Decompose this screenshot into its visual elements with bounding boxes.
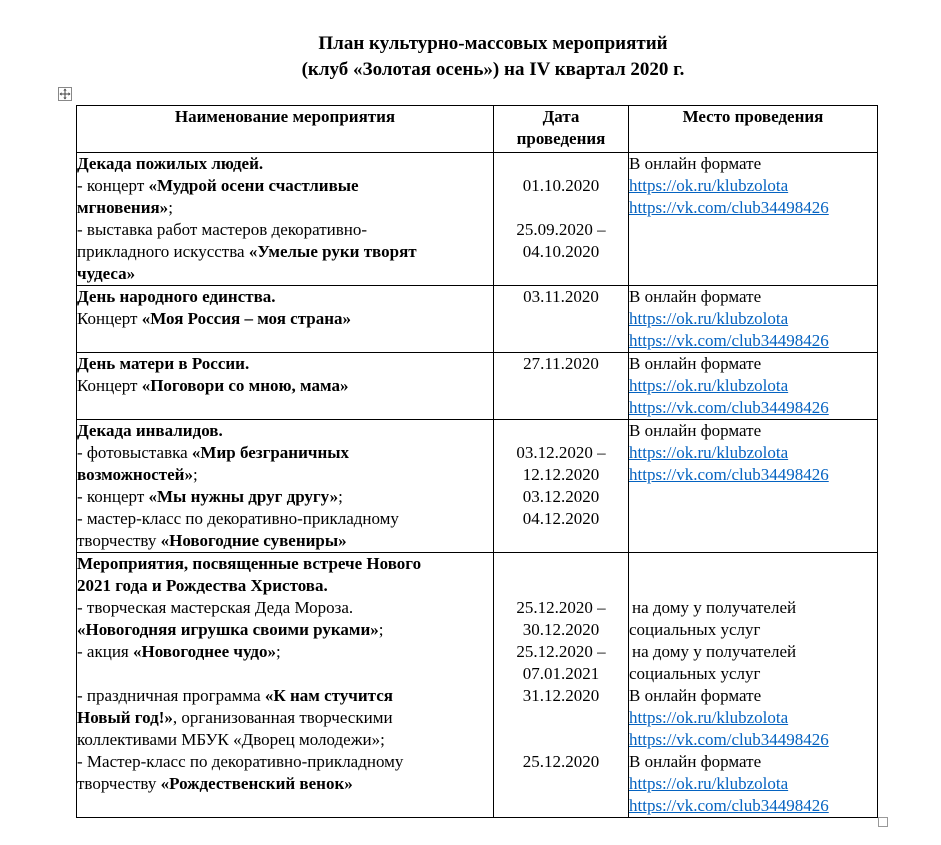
event-name-cell: День матери в России. Концерт «Поговори со мною, мама» (77, 353, 494, 420)
title-line-2: (клуб «Золотая осень») на IV квартал 2020 г. (301, 59, 685, 80)
vk-link[interactable]: https://vk.com/club34498426 (629, 398, 829, 417)
table-row (77, 353, 878, 420)
table-row (77, 553, 878, 818)
event-place-cell: на дому у получателей социальных услуг на дому у получателей социальных услуг В онлайн формате https://ok.ru/klubzolota https://vk.com/club34498426 В онлайн формате https://ok.ru/klubzolota https://vk.com/club34498426 (629, 553, 878, 818)
table-row (77, 286, 878, 353)
event-name-cell: Декада инвалидов. - фотовыставка «Мир безграничных возможностей»; - концерт «Мы нужны друг другу»; - мастер-класс по декоративно-прикладному творчеству «Новогодние сувениры» (77, 420, 494, 553)
table-header-row (77, 106, 878, 153)
header-date: Дата проведения (494, 106, 629, 153)
event-date-cell: 25.12.2020 – 30.12.2020 25.12.2020 – 07.01.2021 31.12.2020 25.12.2020 (494, 553, 629, 818)
table-resize-handle[interactable] (878, 817, 888, 827)
event-place-cell: В онлайн формате https://ok.ru/klubzolota https://vk.com/club34498426 (629, 420, 878, 553)
ok-link[interactable]: https://ok.ru/klubzolota (629, 708, 789, 727)
document-title (0, 31, 941, 83)
event-date-cell: 03.12.2020 – 12.12.2020 03.12.2020 04.12.2020 (494, 420, 629, 553)
vk-link[interactable]: https://vk.com/club34498426 (629, 465, 829, 484)
event-date-cell: 27.11.2020 (494, 353, 629, 420)
ok-link[interactable]: https://ok.ru/klubzolota (629, 443, 789, 462)
event-place-cell: В онлайн формате https://ok.ru/klubzolota https://vk.com/club34498426 (629, 153, 878, 286)
event-name-cell: День народного единства. Концерт «Моя Россия – моя страна» (77, 286, 494, 353)
event-date-cell: 01.10.2020 25.09.2020 – 04.10.2020 (494, 153, 629, 286)
event-place-cell: В онлайн формате https://ok.ru/klubzolota https://vk.com/club34498426 (629, 353, 878, 420)
ok-link[interactable]: https://ok.ru/klubzolota (629, 774, 789, 793)
vk-link[interactable]: https://vk.com/club34498426 (629, 730, 829, 749)
vk-link[interactable]: https://vk.com/club34498426 (629, 198, 829, 217)
header-name: Наименование мероприятия (77, 106, 494, 153)
event-date-cell: 03.11.2020 (494, 286, 629, 353)
table-move-handle-icon[interactable] (58, 87, 72, 101)
ok-link[interactable]: https://ok.ru/klubzolota (629, 376, 789, 395)
event-name-cell: Декада пожилых людей. - концерт «Мудрой осени счастливые мгновения»; - выставка работ мастеров декоративно- прикладного искусства «Умелые руки творят чудеса» (77, 153, 494, 286)
ok-link[interactable]: https://ok.ru/klubzolota (629, 309, 789, 328)
title-line-1: План культурно-массовых мероприятий (318, 33, 668, 54)
event-place-cell: В онлайн формате https://ok.ru/klubzolota https://vk.com/club34498426 (629, 286, 878, 353)
table-row (77, 420, 878, 553)
header-place: Место проведения (629, 106, 878, 153)
vk-link[interactable]: https://vk.com/club34498426 (629, 331, 829, 350)
events-table (76, 105, 878, 818)
vk-link[interactable]: https://vk.com/club34498426 (629, 796, 829, 815)
ok-link[interactable]: https://ok.ru/klubzolota (629, 176, 789, 195)
event-name-cell: Мероприятия, посвященные встрече Нового 2021 года и Рождества Христова. - творческая мастерская Деда Мороза. «Новогодняя игрушка своими руками»; - акция «Новогоднее чудо»; - праздничная программа «К нам стучится Новый год!», организованная творческими коллективами МБУК «Дворец молодежи»; - Мастер-класс по декоративно-прикладному творчеству «Рождественский венок» (77, 553, 494, 818)
table-row (77, 153, 878, 286)
